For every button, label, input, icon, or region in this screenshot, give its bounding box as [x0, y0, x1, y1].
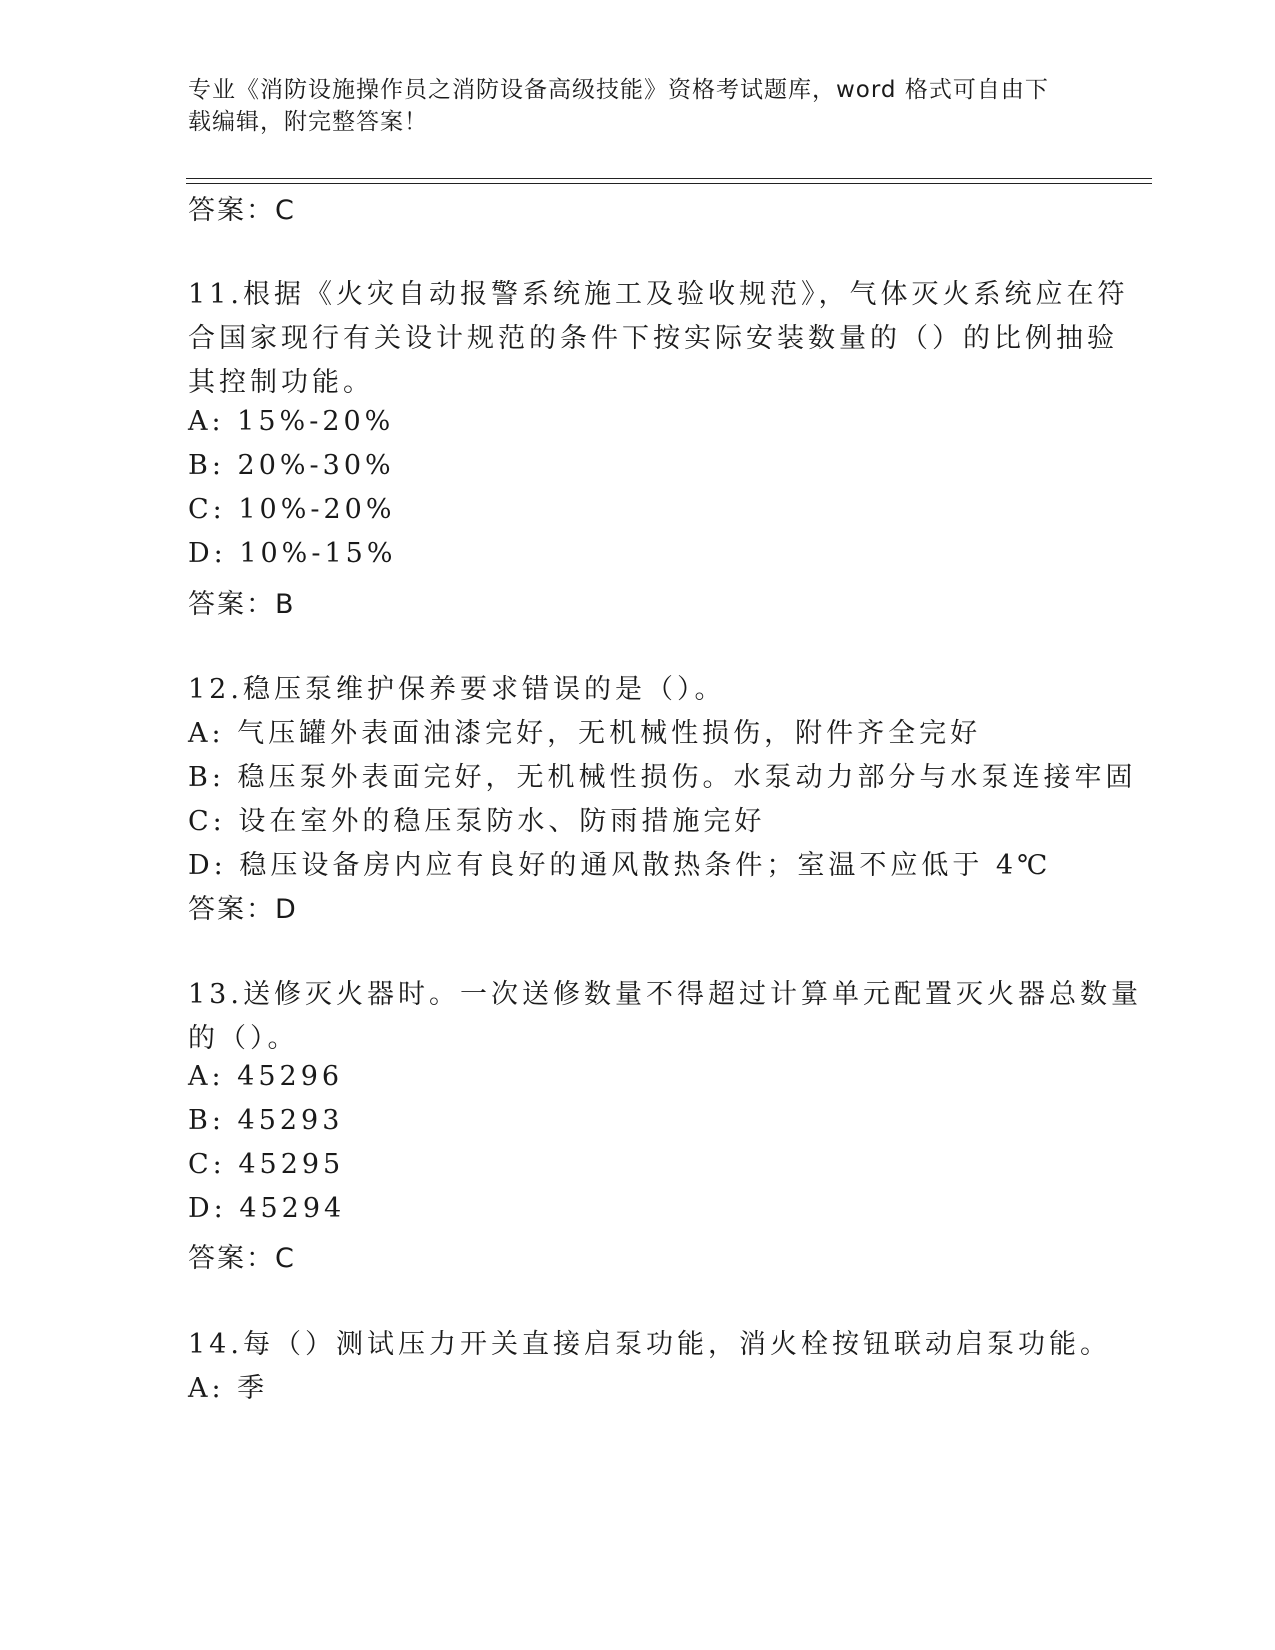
- question-11-option-b: B: 20%-30%: [188, 450, 395, 481]
- question-13-option-a: A: 45296: [188, 1061, 344, 1092]
- question-11-option-d: D: 10%-15%: [188, 538, 397, 569]
- question-13-answer: 答案：C: [188, 1243, 296, 1274]
- question-12-option-c: C: 设在室外的稳压泵防水、防雨措施完好: [188, 806, 766, 837]
- question-12-option-a: A: 气压罐外表面油漆完好，无机械性损伤，附件齐全完好: [188, 718, 982, 749]
- question-13-line-2: 的（）。: [188, 1023, 299, 1054]
- question-14-option-a: A: 季: [188, 1373, 269, 1404]
- question-13-option-d: D: 45294: [188, 1193, 346, 1224]
- question-11-line-2: 合国家现行有关设计规范的条件下按实际安装数量的（）的比例抽验: [188, 323, 1118, 354]
- question-11-line-1: 11.根据《火灾自动报警系统施工及验收规范》，气体灭火系统应在符: [188, 279, 1129, 310]
- question-12-option-d: D: 稳压设备房内应有良好的通风散热条件；室温不应低于 4℃: [188, 850, 1052, 881]
- question-13-option-b: B: 45293: [188, 1105, 344, 1136]
- header-divider-bottom: [186, 183, 1152, 184]
- question-12-line-1: 12.稳压泵维护保养要求错误的是（）。: [188, 674, 726, 705]
- question-12-answer: 答案：D: [188, 894, 298, 925]
- header-line-1: 专业《消防设施操作员之消防设备高级技能》资格考试题库，word 格式可自由下: [188, 77, 1049, 103]
- header-line-2: 载编辑，附完整答案！: [188, 109, 428, 135]
- answer-previous: 答案：C: [188, 195, 296, 226]
- question-11-option-a: A: 15%-20%: [188, 406, 395, 437]
- question-13-option-c: C: 45295: [188, 1149, 345, 1180]
- question-11-line-3: 其控制功能。: [188, 367, 374, 398]
- document-header: [188, 74, 1068, 138]
- question-13-line-1: 13.送修灭火器时。一次送修数量不得超过计算单元配置灭火器总数量: [188, 979, 1142, 1010]
- header-divider-top: [186, 178, 1152, 179]
- question-11-option-c: C: 10%-20%: [188, 494, 396, 525]
- question-14-line-1: 14.每（）测试压力开关直接启泵功能，消火栓按钮联动启泵功能。: [188, 1329, 1111, 1360]
- question-11-answer: 答案：B: [188, 589, 296, 620]
- question-12-option-b: B: 稳压泵外表面完好，无机械性损伤。水泵动力部分与水泵连接牢固: [188, 762, 1137, 793]
